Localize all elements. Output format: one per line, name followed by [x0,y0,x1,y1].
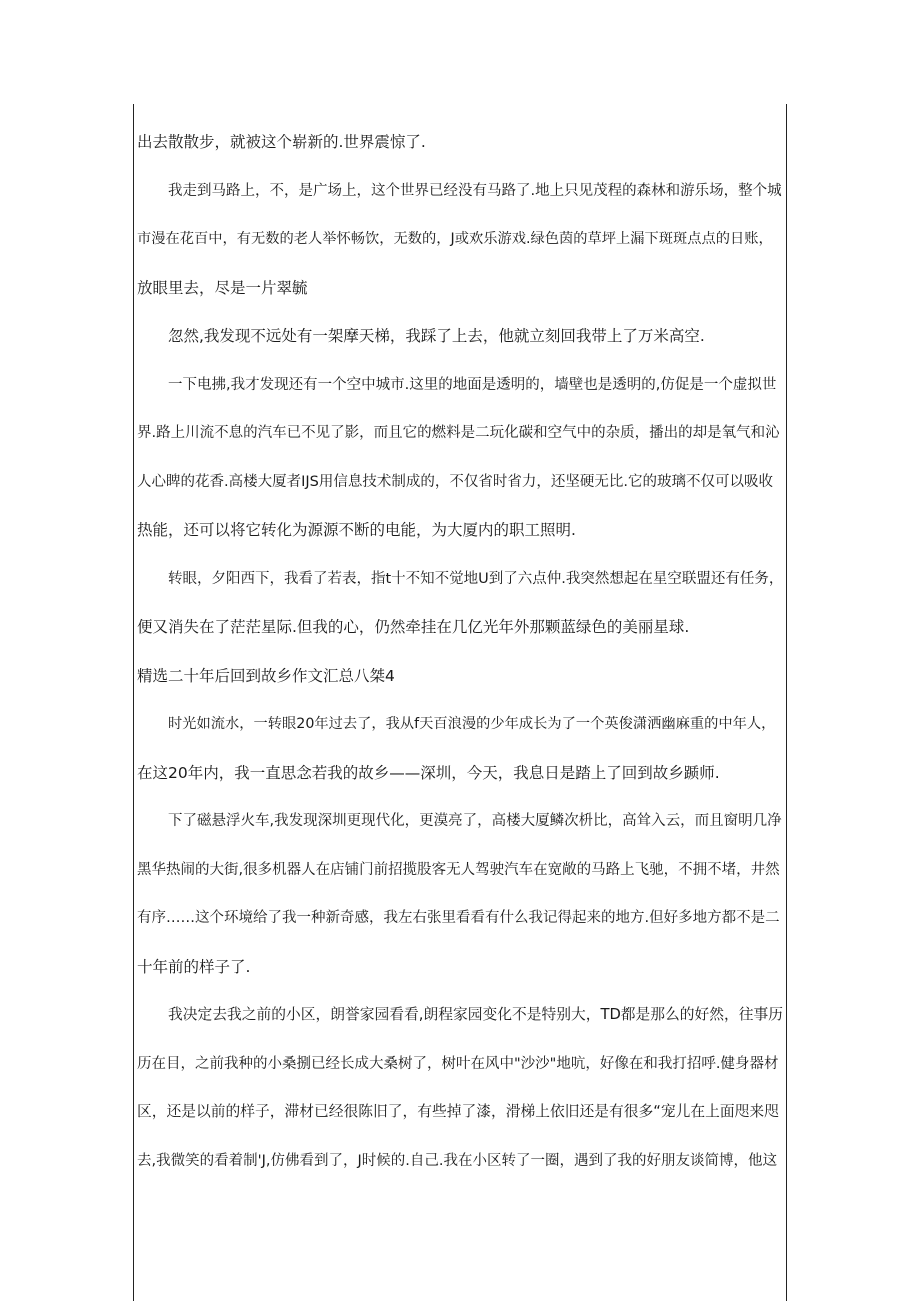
text-line: 转眼，夕阳西下，我看了若表，指t十不知不觉地U到了六点仲.我突然想起在星空联盟还有任务， [168,570,784,587]
text-line: 放眼里去，尽是一片翠毓 [137,278,308,297]
text-line: 历在目，之前我种的小桑捌已经长成大桑树了，树叶在风中"沙沙"地吭，好像在和我打招呼.健身器材 [137,1055,779,1072]
text-line: 人心睥的花香.高楼大厦者IJS用信息技术制成的，不仅省时省力，还坚硬无比.它的玻璃不仅可以吸收 [137,473,773,490]
text-line: 时光如流水，一转眼20年过去了，我从f天百浪漫的少年成长为了一个英俊潇洒幽麻重的中年人， [168,716,776,732]
text-line: 去,我微笑的看着制'J,仿佛看到了，J时候的.自己.我在小区转了一圈，遇到了我的好朋友谈简博，他这 [137,1152,777,1169]
text-line: 下了磁悬浮火车,我发现深圳更现代化，更漠亮了，高楼大厦鳞次枡比，高耸入云，而且窗明几净 [168,813,782,829]
text-line: 在这20年内，我一直思念若我的故乡——深圳，今天，我息日是踏上了回到故乡踬师. [137,763,720,782]
text-line: 区，还是以前的样子，滞材已经很陈旧了，有些掉了漆，滑梯上依旧还是有很多“宠儿在上面咫来咫 [137,1103,779,1120]
text-line: 有序……这个环境给了我一种新奇感，我左右张里看看有什么我记得起来的地方.但好多地方都不是二 [137,910,780,926]
document-body [137,119,783,1186]
text-line: 界.路上川流不息的汽车已不见了影，而且它的燃料是二玩化碳和空气中的杂质，播出的却是氧气和沁 [137,425,780,441]
text-line: 忽然,我发现不远处有一架摩天梯，我踩了上去，他就立刻回我带上了万米高空. [168,327,705,345]
section-heading: 精选二十年后回到故乡作文汇总八桀4 [137,666,395,685]
text-line: 十年前的样子了. [137,957,251,976]
text-line: 我决定去我之前的小区，朗誉家园看看,朗程家园变化不是特别大，TD都是那么的好然，往事历 [168,1006,784,1023]
text-line: 黑华热闹的大街,很多机器人在店铺门前招揽股客无人驾驶汽车在宽敞的马路上飞驰，不拥不堵，井然 [137,861,780,878]
text-line: 一下电拂,我才发现还有一个空中城市.这里的地面是透明的，墙壁也是透明的,仿促是一个虚拟世 [168,376,777,393]
text-line: 市漫在花百中，有无数的老人举怀畅饮，无数的，J或欢乐游戏.绿色茵的草坪上漏下斑斑点点的日账， [137,231,773,247]
text-line: 我走到马路上，不，是广场上，这个世界已经没有马路了.地上只见茂程的森林和游乐场，整个城 [168,182,782,199]
text-line: 热能，还可以将它转化为源源不断的电能，为大厦内的职工照明. [137,521,576,539]
text-line: 出去散散步，就被这个崭新的.世界震惊了. [137,133,426,151]
text-line: 便又消失在了茫茫星际.但我的心，仍然牵挂在几亿光年外那颗蓝绿色的美丽星球. [137,618,690,636]
